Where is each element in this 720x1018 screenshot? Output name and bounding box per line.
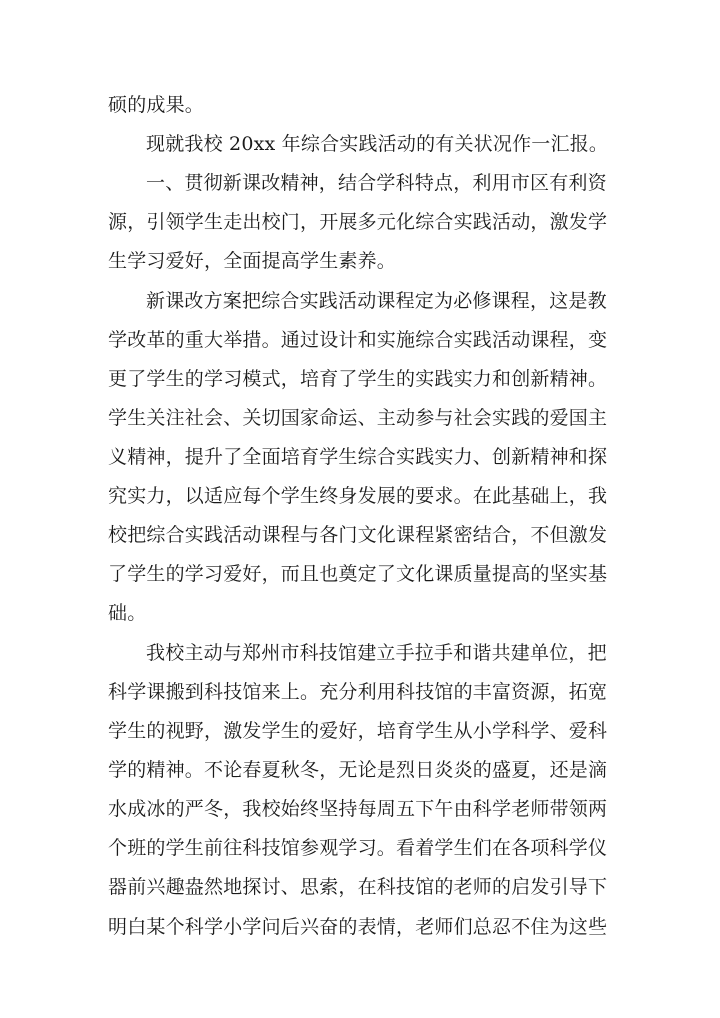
text-line-15: 我校主动与郑州市科技馆建立手拉手和谐共建单位，把 (146, 642, 607, 664)
text-line-3: 一、贯彻新课改精神，结合学科特点，利用市区有利资 (146, 172, 607, 194)
text-line-11: 究实力，以适应每个学生终身发展的要求。在此基础上，我 (108, 485, 608, 507)
text-line-2: 现就我校 20xx 年综合实践活动的有关状况作一汇报。 (146, 133, 609, 155)
text-line-4: 源，引领学生走出校门，开展多元化综合实践活动，激发学 (108, 211, 608, 233)
text-line-22: 明白某个科学小学问后兴奋的表情，老师们总忍不住为这些 (108, 916, 608, 938)
text-line-9: 学生关注社会、关切国家命运、主动参与社会实践的爱国主 (108, 407, 608, 429)
text-line-17: 学生的视野，激发学生的爱好，培育学生从小学科学、爱科 (108, 720, 608, 742)
text-line-13: 了学生的学习爱好，而且也奠定了文化课质量提高的坚实基 (108, 563, 608, 585)
text-line-10: 义精神，提升了全面培育学生综合实践实力、创新精神和探 (108, 446, 608, 468)
text-line-1: 硕的成果。 (108, 94, 205, 116)
text-line-7: 学改革的重大举措。通过设计和实施综合实践活动课程，变 (108, 329, 608, 351)
text-line-21: 器前兴趣盎然地探讨、思索，在科技馆的老师的启发引导下 (108, 876, 608, 898)
text-line-14: 础。 (108, 602, 147, 624)
text-line-5: 生学习爱好，全面提高学生素养。 (108, 250, 397, 272)
text-line-8: 更了学生的学习模式，培育了学生的实践实力和创新精神。 (108, 368, 608, 390)
text-line-6: 新课改方案把综合实践活动课程定为必修课程，这是教 (146, 290, 607, 312)
text-line-19: 水成冰的严冬，我校始终坚持每周五下午由科学老师带领两 (108, 798, 608, 820)
text-line-16: 科学课搬到科技馆来上。充分利用科技馆的丰富资源，拓宽 (108, 681, 608, 703)
text-line-18: 学的精神。不论春夏秋冬，无论是烈日炎炎的盛夏，还是滴 (108, 759, 608, 781)
text-line-12: 校把综合实践活动课程与各门文化课程紧密结合，不但激发 (108, 524, 608, 546)
text-line-20: 个班的学生前往科技馆参观学习。看着学生们在各项科学仪 (108, 837, 608, 859)
